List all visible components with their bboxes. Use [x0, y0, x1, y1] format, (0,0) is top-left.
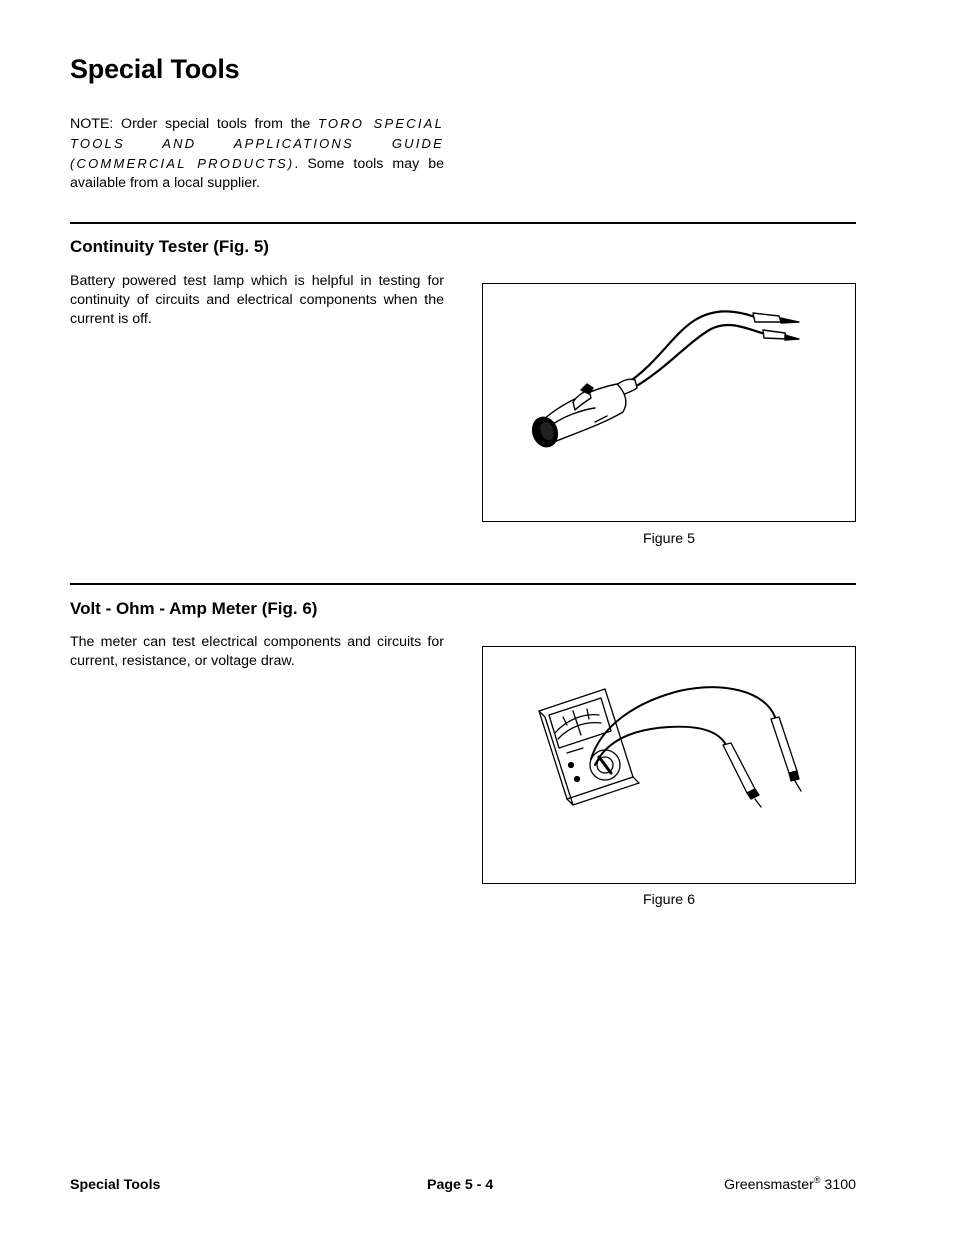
- footer-section-title: Special Tools: [70, 1177, 161, 1193]
- section-heading-multimeter: Volt - Ohm - Amp Meter (Fig. 6): [70, 599, 318, 618]
- footer-model: 3100: [820, 1177, 856, 1193]
- figure-caption-5: Figure 5: [642, 531, 696, 547]
- note-lead: NOTE: Order special tools from the: [70, 116, 318, 132]
- section-heading-continuity-tester: Continuity Tester (Fig. 5): [70, 237, 269, 256]
- registered-mark: ®: [813, 1175, 821, 1185]
- section-body-multimeter: The meter can test electrical components and circuits for current, resistance, or voltage draw.: [70, 634, 444, 669]
- figure-caption-6: Figure 6: [642, 892, 696, 908]
- continuity-tester-icon: [483, 284, 855, 521]
- figure-continuity-tester: [482, 283, 856, 522]
- multimeter-icon: [483, 647, 855, 883]
- note-reference: TORO SPECIAL TOOLS AND APPLICATIONS GUIDE (COMMERCIAL PRODUCTS): [70, 116, 444, 171]
- section-divider: [70, 583, 856, 585]
- note-tail: . Some tools may be available from a local supplier.: [70, 156, 444, 191]
- section-divider: [70, 222, 856, 224]
- footer-brand: Greensmaster: [723, 1177, 814, 1193]
- footer-page-number: Page 5 - 4: [427, 1177, 494, 1193]
- footer-product-name: [724, 1177, 856, 1193]
- page-title: Special Tools: [70, 54, 240, 84]
- section-body-continuity-tester: Battery powered test lamp which is helpful in testing for continuity of circuits and electrical components when the current is off.: [70, 273, 444, 327]
- figure-multimeter: [482, 646, 856, 884]
- note-paragraph: [70, 114, 444, 193]
